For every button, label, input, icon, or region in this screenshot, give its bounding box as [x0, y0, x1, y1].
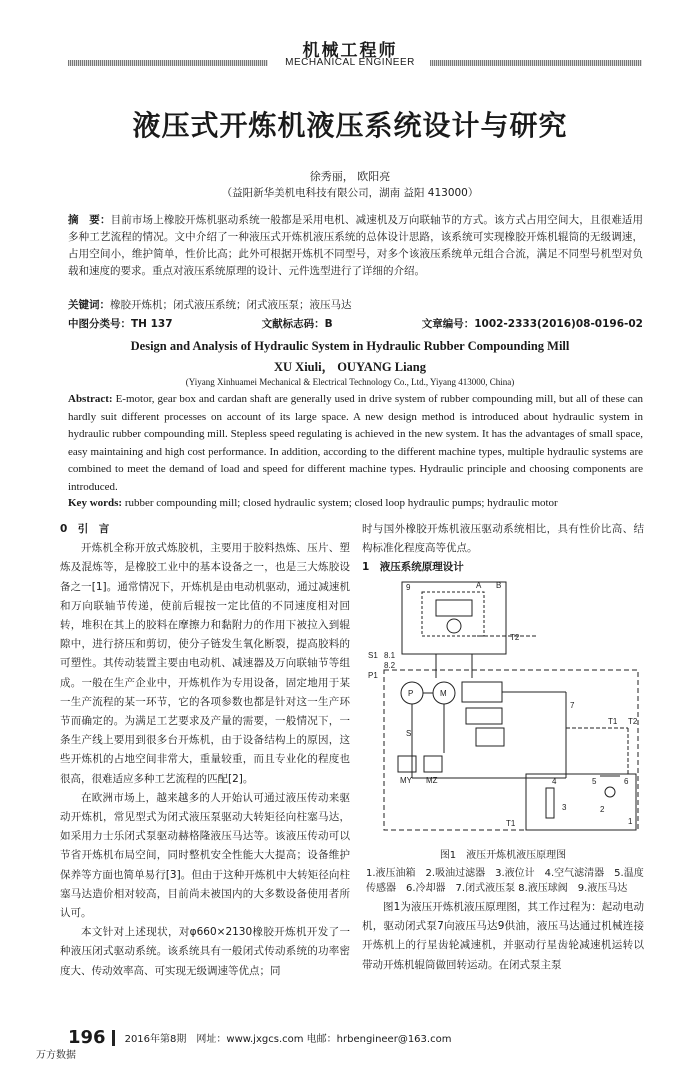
label-B: B [496, 581, 502, 590]
relief-valve [436, 600, 472, 616]
authors: 徐秀丽， 欧阳亮 [309, 170, 391, 183]
paragraph-principle: 图1为液压开炼机液压原理图，其工作过程为：起动电动机，驱动闭式泵7向液压马达9供油，液压马达通过机械连接开炼机上的行星齿轮减速机，并驱动行星齿轮减速机运转以带动开炼机辊筒做回转运动。在闭式泵主泵 [362, 901, 644, 971]
label-S1: S1 [368, 651, 378, 660]
control-valve [462, 682, 502, 702]
label-S: S [406, 729, 412, 738]
class-number: 中图分类号：TH 137 [68, 318, 173, 330]
label-8-2: 8.2 [384, 661, 396, 670]
label-T2-top: T2 [510, 633, 520, 642]
document-code: 文献标志码：B [261, 318, 333, 330]
watermark-brand: 万方数据 [36, 1050, 76, 1061]
hydraulic-motor-symbol [447, 619, 461, 633]
temperature-sensor [605, 787, 615, 797]
paragraph-intro-1: 开炼机全称开放式炼胶机，主要用于胶料热炼、压片、塑炼及混炼等，是橡胶工业中的基本设备之一，也是三大炼胶设备之一[1]。通常情况下，开炼机是由电动机驱动，通过减速机和万向联轴节传递，使前后辊按一定比值的不同速度相对回转，堆积在其上的胶料在摩擦力和黏附力的作用下被拉入到辊隙中，进行挤压和剪切，使分子链发生氧化断裂，提高胶料的可塑性。其传动装置主要由电动机、减速器及万向联轴节等组成。一般在生产企业中，开炼机作为专用设备，固定地用于某一生产流程的某一环节，它的各项参数也都是针对这一生产环节而确定的。为满足工艺要求及产量的需要，一般情况下，一条生产线上要用到很多台开炼机，由于设备结构上的原因，这些开炼机的占地空间非常大，重量较重，而且专业化的程度也很高，很难适应多种工艺流程的匹配[2]。 [60, 542, 350, 785]
label-MY: MY [400, 776, 412, 785]
label-T1: T1 [608, 717, 618, 726]
label-MZ: MZ [426, 776, 438, 785]
meta-row [68, 316, 643, 331]
label-4: 4 [552, 777, 557, 786]
figure-legend-2: 传感器 6.冷却器 7.闭式液压泵 8.液压球阀 9.液压马达 [366, 883, 628, 894]
english-affiliation: (Yiyang Xinhuamei Mechanical & Electrical Technology Co., Ltd., Yiyang 413000, China) [185, 377, 515, 387]
abstract-cn [68, 212, 643, 280]
footer-divider [112, 1030, 115, 1046]
right-column-top [362, 520, 644, 578]
flushing-valve [476, 728, 504, 746]
label-2: 2 [600, 805, 605, 814]
journal-name-en: MECHANICAL ENGINEER [285, 57, 415, 68]
english-abstract-text: E-motor, gear box and cardan shaft are generally used in drive system of rubber compounding mill, but all of these can hardly suit different processes on account of its large space. A new design method is introduced about hydraulic system in hydraulic rubber compounding mill. Stepless speed regulating is achieved in the new system. It has the advantages of small space, easy maintaining and high cost performance. In addition, according to the different machine types, multiple hydraulic systems are combined to meet the demand of load and speed for different machine types. Hydraulic principle and choosing components are introduced. [68, 393, 643, 493]
abstract-cn-label: 摘 要： [68, 214, 111, 226]
paragraph-intro-3: 本文针对上述现状，对φ660×2130橡胶开炼机开发了一种液压闭式驱动系统。该系统具有一般闭式传动系统的功率密度大、传动效率高、可实现无级调速等优点；同 [60, 926, 350, 977]
right-column-bottom [362, 898, 644, 975]
page-number: 196 [68, 1027, 106, 1048]
oil-tank [526, 774, 636, 830]
keywords-cn-label: 关键词： [68, 299, 110, 311]
english-authors: XU Xiuli， OUYANG Liang [274, 360, 426, 374]
abstract-cn-text: 目前市场上橡胶开炼机驱动系统一般都是采用电机、减速机及万向联轴节的方式。该方式占用空间大，且很难适用多种工艺流程的情况。文中介绍了一种液压式开炼机液压系统的总体设计思路，该系统可实现橡胶开炼机辊筒的无级调速，占用空间小，维护简单，性价比高；此外可根据开炼机不同型号，对多个该液压系统单元组合合流，满足不同型号机型对负载和速度的要求。重点对液压系统原理的设计、元件选型进行了详细的介绍。 [68, 214, 644, 277]
affiliation: （益阳新华美机电科技有限公司，湖南 益阳 413000） [221, 187, 479, 199]
figure-caption: 图1 液压开炼机液压原理图 [439, 850, 567, 861]
english-title: Design and Analysis of Hydraulic System in Hydraulic Rubber Compounding Mill [130, 339, 570, 353]
figure-legend-1: 1.液压油箱 2.吸油过滤器 3.液位计 4.空气滤清器 5.温度 [366, 868, 644, 879]
valve-group [422, 592, 484, 636]
left-column [60, 520, 350, 981]
article-title: 液压式开炼机液压系统设计与研究 [132, 109, 568, 142]
english-keywords-text: rubber compounding mill; closed hydraulic system; closed loop hydraulic pumps; hydraulic motor [124, 497, 558, 509]
label-6: 6 [624, 777, 629, 786]
footer-info: 2016年第8期 网址：www.jxgcs.com 电邮：hrbengineer@163.com [124, 1034, 452, 1045]
hydraulic-schematic [366, 578, 650, 840]
page-footer [68, 1027, 451, 1048]
english-keywords-label: Key words: [68, 497, 123, 509]
section-1-heading: 1 液压系统原理设计 [362, 561, 464, 574]
keywords-cn [68, 297, 643, 312]
english-keywords [68, 497, 643, 509]
label-T2: T2 [628, 717, 638, 726]
label-9: 9 [406, 583, 411, 592]
filter-MZ [424, 756, 442, 772]
section-0-heading: 0 引 言 [60, 523, 110, 535]
paragraph-intro-2: 在欧洲市场上，越来越多的人开始认可通过液压传动来驱动开炼机，常见型式为闭式液压泵驱动大转矩径向柱塞马达，如采用力士乐闭式泵驱动赫格隆液压马达等。该液压传动可以节省开炼机布局空间，同时整机安全性能大大提高；设备维护保养等方面也简单易行[3]。但由于这种开炼机中大转矩径向柱塞马达造价相对较高，目前尚未被国内的大多数设备使用者所认可。 [60, 791, 350, 920]
label-8-1: 8.1 [384, 651, 396, 660]
english-abstract-label: Abstract: [68, 393, 113, 405]
article-number: 文章编号：1002-2333(2016)08-0196-02 [421, 318, 643, 330]
paragraph-right-1: 时与国外橡胶开炼机液压驱动系统相比，具有性价比高、结构标准化程度高等优点。 [362, 523, 644, 555]
label-5: 5 [592, 777, 597, 786]
motor-valve-block [402, 582, 506, 654]
label-T1-bottom: T1 [506, 819, 516, 828]
label-M: M [440, 689, 447, 698]
label-P1: P1 [368, 671, 378, 680]
label-1: 1 [628, 817, 633, 826]
label-P: P [408, 689, 414, 698]
label-3: 3 [562, 803, 567, 812]
label-A: A [476, 581, 482, 590]
english-abstract [68, 391, 643, 496]
keywords-cn-text: 橡胶开炼机；闭式液压系统；闭式液压泵；液压马达 [110, 299, 352, 311]
label-7: 7 [570, 701, 575, 710]
check-valve-group [466, 708, 502, 724]
filter-MY [398, 756, 416, 772]
level-gauge [546, 788, 554, 818]
journal-name-cn: 机械工程师 [302, 41, 398, 61]
